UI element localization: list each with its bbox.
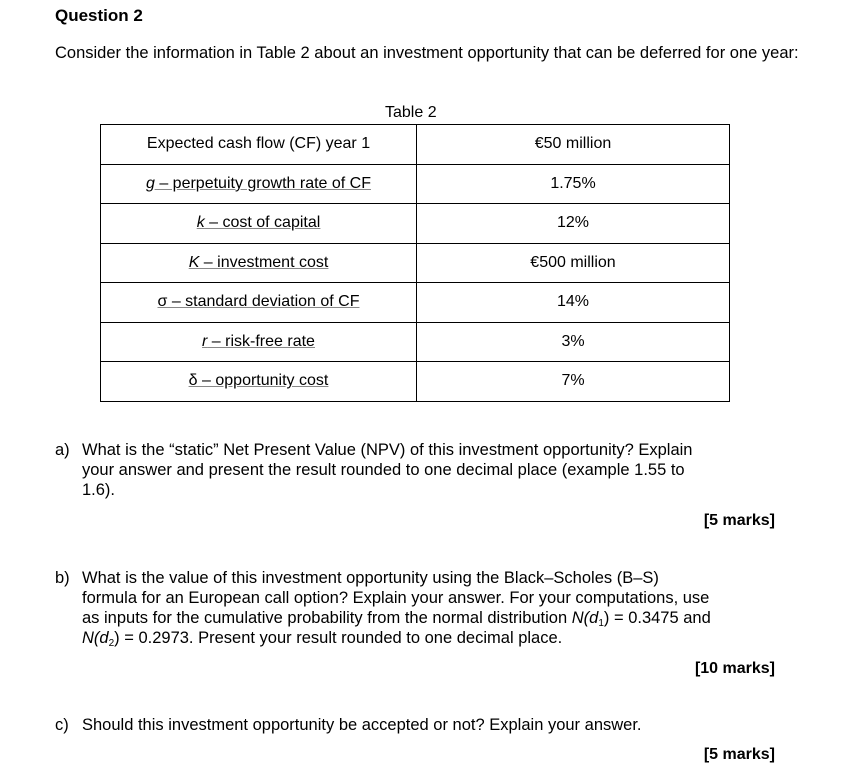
question-heading: Question 2 — [55, 6, 143, 25]
table-row — [101, 322, 730, 362]
table-row — [101, 125, 730, 165]
question-a-text: What is the “static” Net Present Value (NPV) of this investment opportunity? Explain your answer and present the result rounded to one decimal place (example 1.55 to 1.6). — [82, 441, 693, 499]
question-b — [55, 568, 815, 650]
table-value-cell: €50 million — [417, 125, 730, 165]
question-b-letter: b) — [55, 569, 70, 587]
table-row — [101, 164, 730, 204]
question-c-marks: [5 marks] — [703, 746, 775, 763]
table-label-cell: K – investment cost — [101, 243, 417, 283]
table-row — [101, 243, 730, 283]
table-value-cell: 1.75% — [417, 164, 730, 204]
question-a-letter: a) — [55, 441, 70, 459]
question-a — [55, 440, 815, 502]
table-row — [101, 362, 730, 402]
table-value-cell: 14% — [417, 283, 730, 323]
question-b-marks: [10 marks] — [694, 660, 775, 677]
table-caption: Table 2 — [385, 104, 437, 121]
table-label-cell: g – perpetuity growth rate of CF — [101, 164, 417, 204]
table-row — [101, 204, 730, 244]
table-label-cell: Expected cash flow (CF) year 1 — [101, 125, 417, 165]
table-label-cell: r – risk-free rate — [101, 322, 417, 362]
investment-table — [100, 124, 730, 402]
table-label-cell: σ – standard deviation of CF — [101, 283, 417, 323]
table-value-cell: 12% — [417, 204, 730, 244]
intro-text: Consider the information in Table 2 about an investment opportunity that can be deferred for one year: — [55, 44, 799, 62]
question-b-text: What is the value of this investment opportunity using the Black–Scholes (B–S) formula for an European call option? Explain your answer. For your computations, use as inputs for the cumulative probability from the normal distribution $N(d_1) = 0.3475$ and $N(d_2) = 0.2973$. Present your result rounded to one decimal place. — [82, 569, 711, 649]
question-c-letter: c) — [55, 716, 69, 734]
table-value-cell: 3% — [417, 322, 730, 362]
question-a-marks: [5 marks] — [703, 512, 775, 529]
table-label-cell: k – cost of capital — [101, 204, 417, 244]
table-value-cell: 7% — [417, 362, 730, 402]
table-label-cell: δ – opportunity cost — [101, 362, 417, 402]
table-row — [101, 283, 730, 323]
table-value-cell: €500 million — [417, 243, 730, 283]
question-c-text: Should this investment opportunity be accepted or not? Explain your answer. — [82, 716, 642, 734]
question-c — [55, 715, 815, 737]
